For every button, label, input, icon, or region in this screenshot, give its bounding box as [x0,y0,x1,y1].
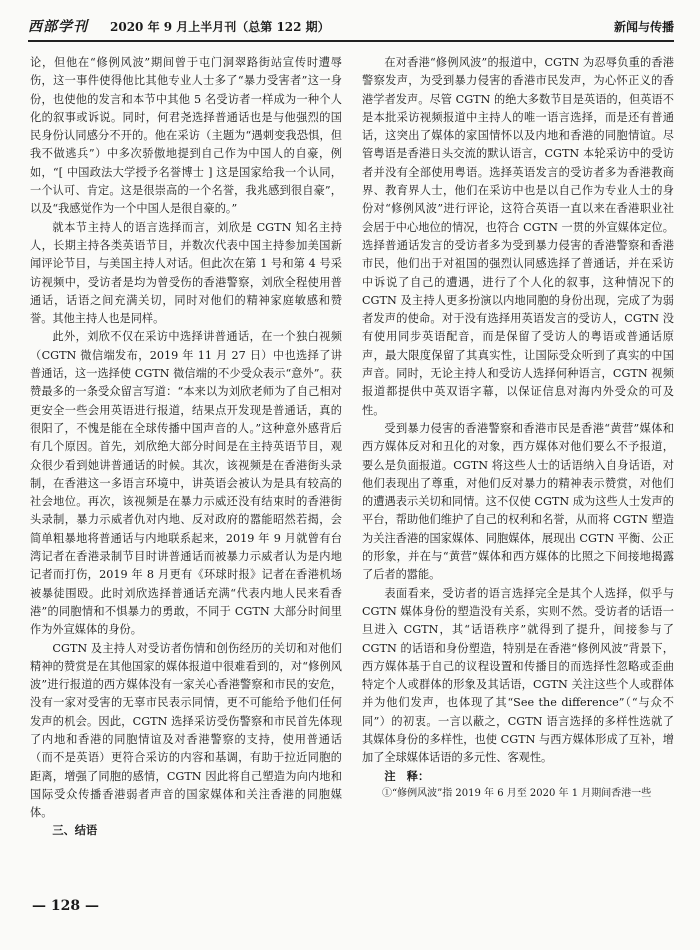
column-name: 新闻与传播 [613,20,674,34]
body-paragraph: 在对香港“修例风波”的报道中，CGTN 为忍辱负重的香港警察发声，为受到暴力侵害的香港市民发声，为心怀正义的香港学者发声。尽管 CGTN 的绝大多数节目是英语的，但英语不是本批采访视频报道中主持人的唯一语言选择，而是还有普通话，这突出了媒体的家国情怀以及内地和香港的同胞情谊。尽管粤语是香港日头交流的默认语言，CGTN 本轮采访中的受访者并没有全部使用粤语。选择英语发言的受访者多为香港教商界、教育界人士，他们在采访中也是以自己作为专业人士的身份对“修例风波”进行评论，这符合英语一直以来在香港职业社会居于中心地位的情况，也符合 CGTN 一贯的外宣媒体定位。选择普通话发言的受访者多为受到暴力侵害的香港警察和香港市民，他们出于对祖国的强烈认同感选择了普通话，并在采访中诉说了自己的遭遇，进行了个人化的叙事，这种情况下的 CGTN 及主持人更多扮演以内地同胞的身份出现，完成了为弱者发声的使命。对于没有选择用英语发言的受访人，CGTN 没有使用同步英语配音，而是保留了受访人的粤语或普通话原声，最大限度保留了其真实性，让国际受众听到了真实的中国声音。同时，无论主持人和受访人选择何种语言，CGTN 视频报道都提供中英双语字幕，以保证信息对海内外受众的可及性。 [362,56,674,417]
right-column [362,54,674,801]
body-paragraph: 表面看来，受访者的语言选择完全是其个人选择，似乎与 CGTN 媒体身份的塑造没有关系，实则不然。受访者的话语一旦进入 CGTN，其“话语秩序”就得到了提升，间接参与了 CGTN 的话语和身份塑造，特别是在香港“修例风波”背景下，西方媒体基于自己的议程设置和传播目的而选择性忽略或歪曲特定个人或群体的形象及其话语，CGTN 关注这些个人或群体并为他们发声，也体现了其“See the difference”（“与众不同”）的初衷。一言以蔽之，CGTN 语言选择的多样性选就了其媒体身份的多样性，也使 CGTN 与西方媒体形成了互补，增加了全球媒体话语的多元性、客观性。 [362,586,674,765]
body-paragraph: 受到暴力侵害的香港警察和香港市民是香港“黄营”媒体和西方媒体反对和丑化的对象，西方媒体对他们要么不予报道，要么是负面报道。CGTN 将这些人士的话语纳入自身话语，对他们表现出了尊重，对他们反对暴力的精神表示赞赏，对他们的遭遇表示关切和同情。这不仅使 CGTN 成为这些人士发声的平台，帮助他们维护了自己的权利和名誉，从而将 CGTN 塑造为关注香港的国家媒体、同胞媒体，展现出 CGTN 平衡、公正的形象，并在与“黄营”媒体和西方媒体的比照之下间接地揭露了后者的嚣能。 [362,421,674,582]
section-heading: 三、结语 [52,824,98,838]
note-item: ①“修例风波”指 2019 年 6 月至 2020 年 1 月期间香港一些 [382,787,652,799]
left-column [30,54,342,841]
header-rule [28,40,674,42]
notes-heading: 注 释： [384,769,430,783]
issue-info: 2020 年 9 月上半月刊（总第 122 期） [110,20,330,34]
page-number: — 128 — [32,898,99,914]
body-paragraph: 论，但他在“修例风波”期间曾于屯门洞翠路街站宣传时遭辱伤，这一事件使得他比其他专业人士多了“暴力受害者”这一身份，也使他的发言和本节中其他 5 名受访者一样成为一种个人化的叙事或诉说。同时，何君尧选择普通话也是与他强烈的国民身份认同感分不开的。他在采访（主题为“遇刺变我恐惧，但我不做逃兵”）中多次骄傲地提到自己作为中国人的自豪，例如，“[ 中国政法大学授予名誉博士 ] 这是国家给我一个认同，一个认可、肯定。这是很崇高的一个名誉，我兆感到很自豪”，以及“我感觉作为一个中国人是很自豪的。” [30,56,342,216]
page-header [28,12,674,42]
body-paragraph: 此外，刘欣不仅在采访中选择讲普通话，在一个独白视频（CGTN 微信端发布，2019 年 11 月 27 日）中也选择了讲普通话，这一选择使 CGTN 微信端的不少受众表示“意外”。获赞最多的一条受众留言写道：“本来以为刘欣老师为了自己相对更安全一些会用英语进行报道，结果点开发现是普通话，真的很阳了，不愧是能在全球传播中国声音的人。”这种意外感背后有几个原因。首先，刘欣绝大部分时间是在主持英语节目，观众很少看到她讲普通话的时候。其次，该视频是在香港街头录制，在香港这一多语言环境中，讲英语会被认为是具有较高的社会地位。再次，该视频是在暴力示威还没有结束时的香港街头录制，暴力示威者仇对内地、反对政府的嚣能昭然若揭，会简单粗暴地将普通话与内地联系起来，2019 年 9 月就曾有台湾记者在香港录制节目时讲普通话而被暴力示威者认为是内地记者而打伤，2019 年 8 月更有《环球时报》记者在香港机场被暴徒围殴。此时刘欣选择普通话充满“代表内地人民来看香港”的同胞情和不惧暴力的勇敢，不同于 CGTN 大部分时间里作为外宣媒体的身份。 [30,330,342,637]
body-paragraph: CGTN 及主持人对受访者伤情和创伤经历的关切和对他们精神的赞赏是在其他国家的媒体报道中很难看到的，对“修例风波”进行报道的西方媒体没有一家关心香港警察和市民的安危，没有一家对受害的无辜市民表示同情，更不可能给予他们任何发声的机会。因此，CGTN 选择采访受伤警察和市民首先体现了内地和香港的同胞情谊及对香港警察的支持，使用普通话（而不是英语）更符合采访的内容和基调，有助于拉近同胞的距离，增强了同胞的感情，CGTN 因此将自己塑造为向内地和国际受众传播香港弱者声音的国家媒体和关注香港的同胞媒体。 [30,641,342,820]
body-paragraph: 就本节主持人的语言选择而言，刘欣是 CGTN 知名主持人，长期主持各类英语节目，并数次代表中国主持参加美国新闻评论节目，与美国主持人对话。但此次在第 1 号和第 4 号采访视频中，受访者是均为曾受伤的香港警察，刘欣全程使用普通话，话语之间充满关切，同时对他们的精神家庭敏感和赞誉。其他主持人也是同样。 [30,220,342,326]
journal-name: 西部学刊 [28,19,88,35]
